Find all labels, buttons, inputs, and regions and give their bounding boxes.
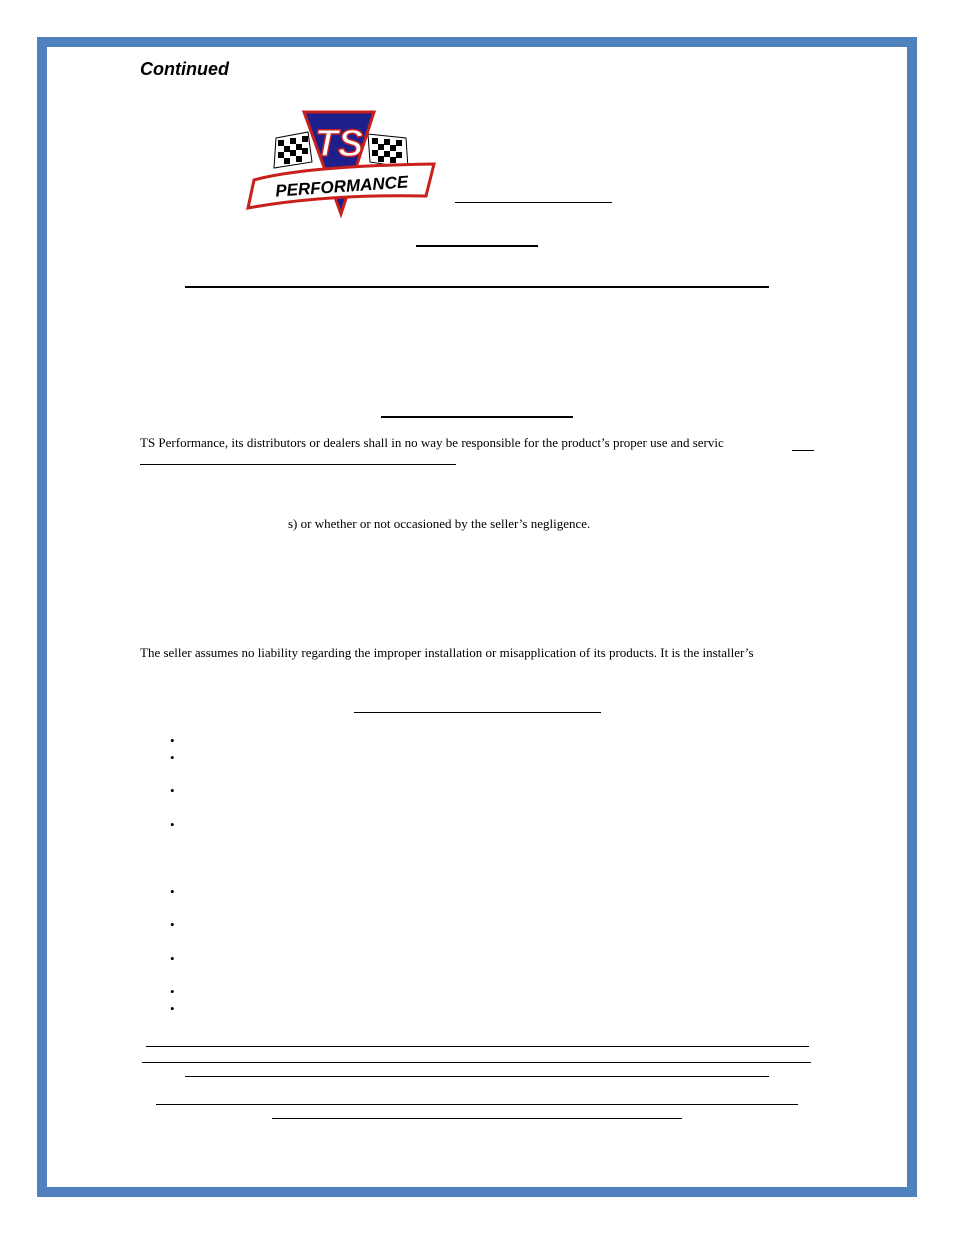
closing-rule-3: [185, 1076, 769, 1077]
list-bullet: •: [170, 750, 175, 765]
closing-rule-1: [146, 1046, 809, 1047]
list-bullet: •: [170, 733, 175, 748]
responsibility-rule-line2: [140, 464, 456, 465]
ts-performance-logo: [246, 110, 436, 218]
negligence-paragraph: s) or whether or not occasioned by the seller’s negligence.: [288, 516, 591, 531]
section-heading-rule-1: [381, 416, 573, 418]
list-bullet: •: [170, 951, 175, 966]
list-bullet: •: [170, 817, 175, 832]
closing-rule-4: [156, 1104, 798, 1105]
list-bullet: •: [170, 984, 175, 999]
list-bullet: •: [170, 884, 175, 899]
page-border-frame: [37, 37, 917, 1197]
responsibility-rule-end: [792, 450, 814, 451]
list-bullet: •: [170, 1001, 175, 1016]
logo-ts-text: TS: [314, 123, 364, 165]
checkered-flag-left-icon: [274, 132, 312, 168]
title-rule-2: [416, 245, 538, 247]
responsibility-paragraph: TS Performance, its distributors or dealers shall in no way be responsible for the product’s proper use and servic: [140, 435, 724, 450]
continued-heading: Continued: [140, 59, 229, 79]
closing-rule-2: [142, 1062, 811, 1063]
list-bullet: •: [170, 783, 175, 798]
closing-rule-5: [272, 1118, 682, 1119]
checkered-flag-right-icon: [368, 134, 408, 168]
section-heading-rule-2: [354, 712, 601, 713]
liability-paragraph: The seller assumes no liability regarding the improper installation or misapplication of its products. It is the installer’s: [140, 645, 754, 660]
title-rule-3: [185, 286, 769, 288]
logo-performance-text: PERFORMANCE: [274, 172, 409, 201]
list-bullet: •: [170, 917, 175, 932]
title-rule-1: [455, 202, 612, 203]
